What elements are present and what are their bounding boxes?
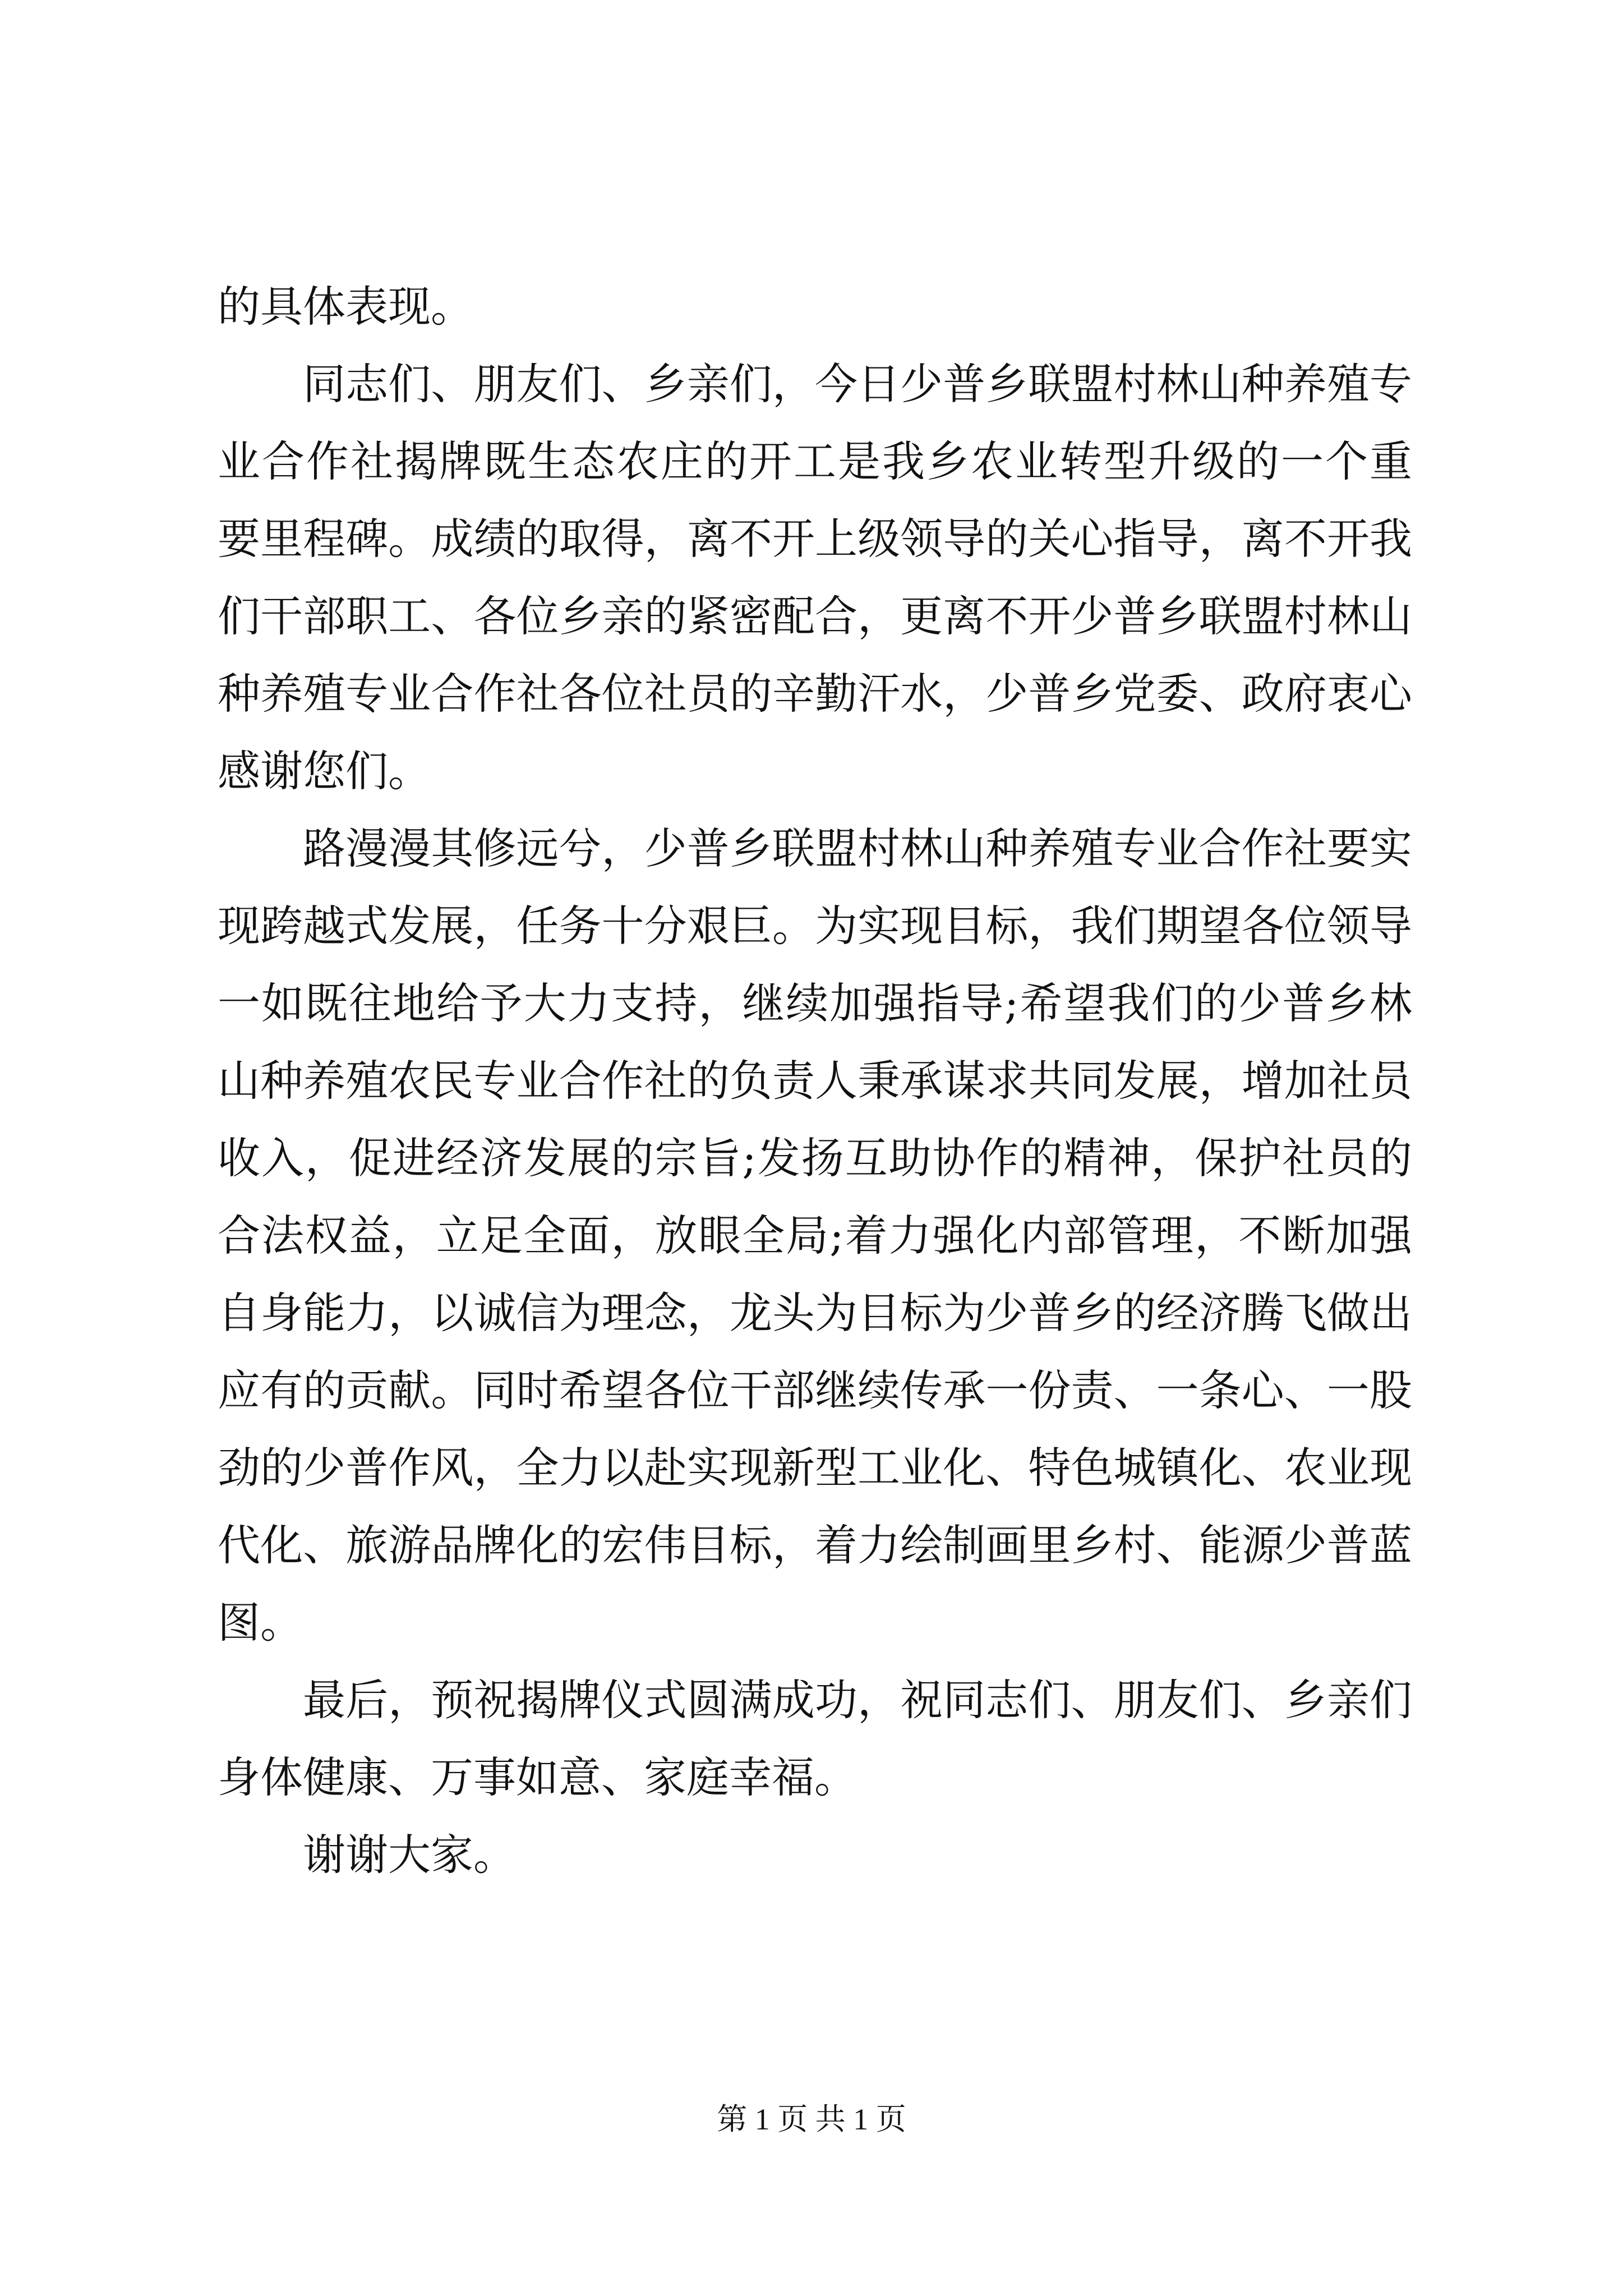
text-line: 一如既往地给予大力支持，继续加强指导;希望我们的少普乡林 [218,978,1413,1028]
text-line: 应有的贡献。同时希望各位干部继续传承一份责、一条心、一股 [218,1365,1413,1415]
text-line: 同志们、朋友们、乡亲们，今日少普乡联盟村林山种养殖专 [303,359,1413,409]
document-body [218,268,1412,1894]
text-line: 们干部职工、各位乡亲的紧密配合，更离不开少普乡联盟村林山 [218,591,1413,641]
text-line: 收入，促进经济发展的宗旨;发扬互助协作的精神，保护社员的 [218,1133,1413,1183]
text-line: 身体健康、万事如意、家庭幸福。 [218,1752,857,1802]
text-line: 劲的少普作风，全力以赴实现新型工业化、特色城镇化、农业现 [218,1443,1413,1493]
text-line: 图。 [218,1598,303,1648]
text-line: 山种养殖农民专业合作社的负责人秉承谋求共同发展，增加社员 [218,1056,1413,1106]
text-line: 现跨越式发展，任务十分艰巨。为实现目标，我们期望各位领导 [218,901,1413,951]
text-line: 路漫漫其修远兮，少普乡联盟村林山种养殖专业合作社要实 [303,823,1413,873]
text-line: 业合作社揭牌既生态农庄的开工是我乡农业转型升级的一个重 [218,436,1414,486]
page-number-footer: 第 1 页 共 1 页 [717,2102,906,2136]
text-line: 谢谢大家。 [303,1830,516,1880]
text-line: 代化、旅游品牌化的宏伟目标，着力绘制画里乡村、能源少普蓝 [218,1520,1413,1570]
text-line: 种养殖专业合作社各位社员的辛勤汗水，少普乡党委、政府衷心 [218,669,1413,719]
text-line: 最后，预祝揭牌仪式圆满成功，祝同志们、朋友们、乡亲们 [303,1675,1413,1725]
text-line: 合法权益，立足全面，放眼全局;着力强化内部管理，不断加强 [218,1211,1413,1260]
text-line: 要里程碑。成绩的取得，离不开上级领导的关心指导，离不开我 [218,514,1413,564]
text-line: 的具体表现。 [218,282,473,332]
text-line: 感谢您们。 [218,746,431,796]
text-line: 自身能力，以诚信为理念，龙头为目标为少普乡的经济腾飞做出 [218,1288,1413,1338]
